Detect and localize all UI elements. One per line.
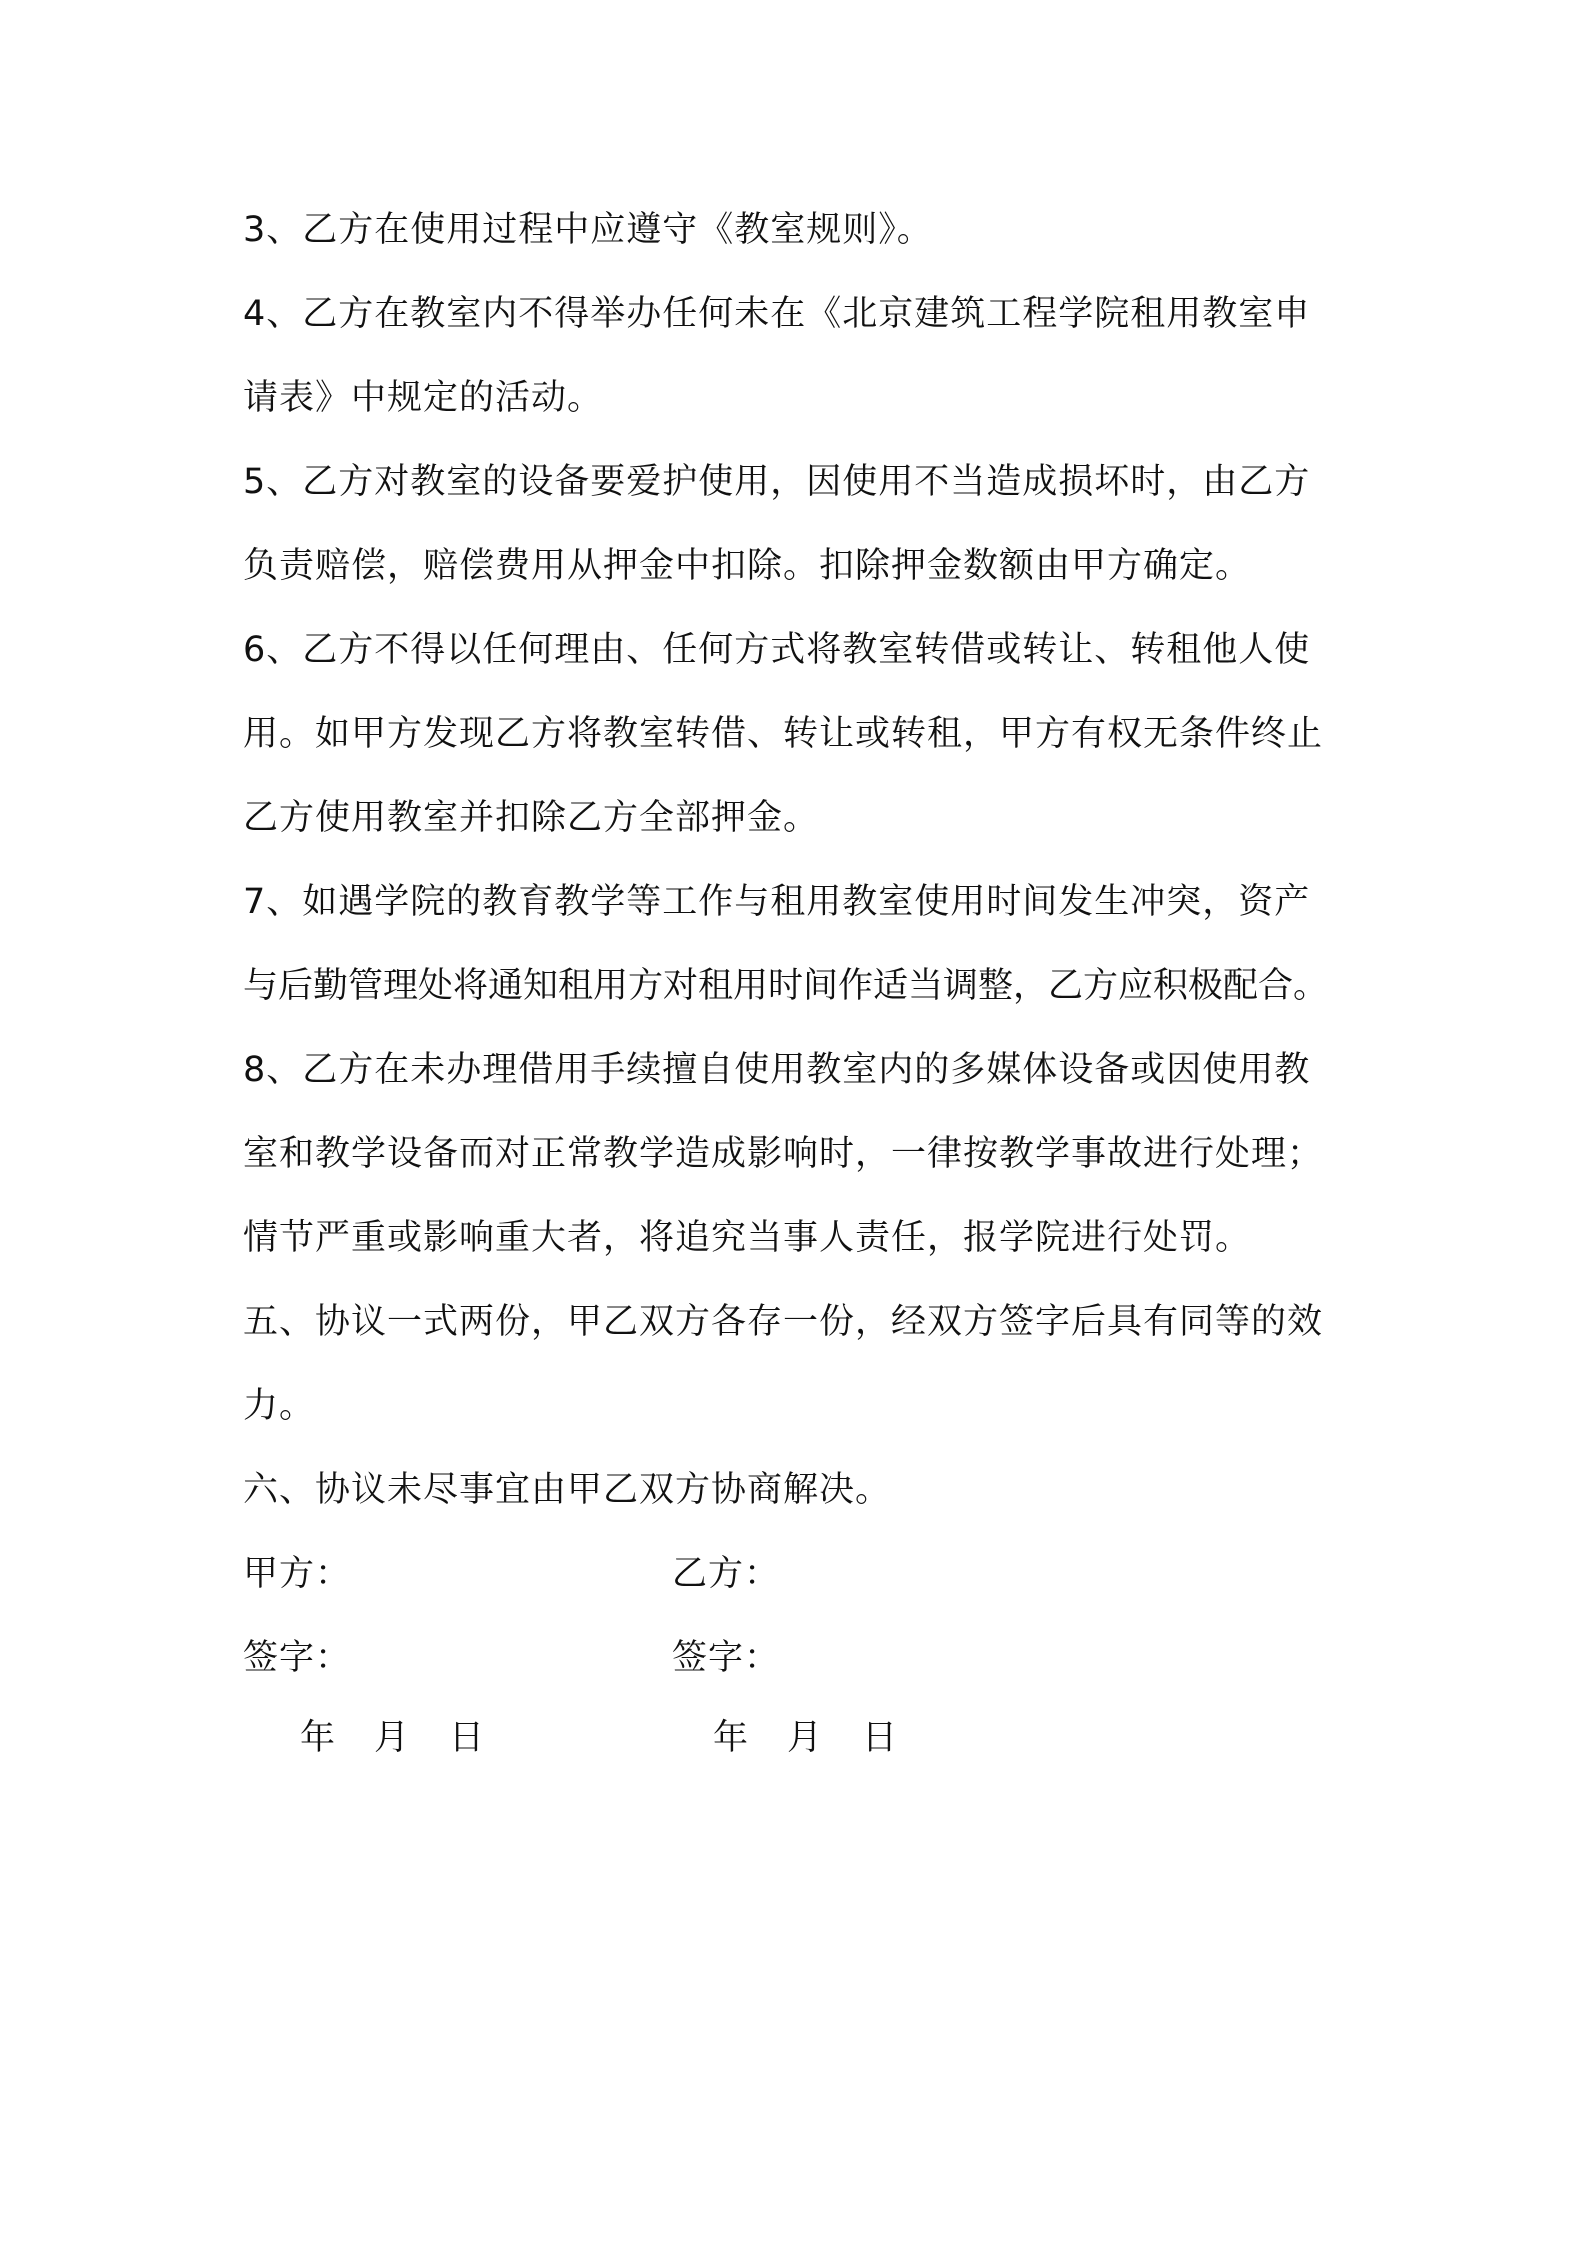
party-b-date-year: 年 [713,1718,749,1758]
clause-5-line-2: 负责赔偿，赔偿费用从押金中扣除。扣除押金数额由甲方确定。 [243,546,1252,586]
clause-4-line-2: 请表》中规定的活动。 [243,378,604,418]
party-b-label: 乙方： [672,1554,781,1594]
section-5-line-2: 力。 [243,1386,316,1426]
party-a-date-year: 年 [300,1718,336,1758]
party-a-date-month: 月 [374,1718,410,1758]
section-6-line-1: 六、协议未尽事宜由甲乙双方协商解决。 [243,1470,892,1510]
party-b-date-month: 月 [787,1718,823,1758]
clause-7-line-1: 7、如遇学院的教育教学等工作与租用教室使用时间发生冲突，资产 [243,882,1311,922]
clause-6-line-2: 用。如甲方发现乙方将教室转借、转让或转租，甲方有权无条件终止 [243,714,1324,754]
clause-3-line-1: 3、乙方在使用过程中应遵守《教室规则》。 [243,210,933,250]
clause-7-line-2: 与后勤管理处将通知租用方对租用时间作适当调整，乙方应积极配合。 [243,966,1329,1006]
clause-8-line-1: 8、乙方在未办理借用手续擅自使用教室内的多媒体设备或因使用教 [243,1050,1311,1090]
clause-5-line-1: 5、乙方对教室的设备要爱护使用，因使用不当造成损坏时，由乙方 [243,462,1311,502]
party-a-sign-label: 签字： [243,1638,352,1678]
party-a-date-day: 日 [449,1718,485,1758]
clause-4-line-1: 4、乙方在教室内不得举办任何未在《北京建筑工程学院租用教室申 [243,294,1311,334]
party-a-label: 甲方： [243,1554,352,1594]
section-5-line-1: 五、协议一式两份，甲乙双方各存一份，经双方签字后具有同等的效 [243,1302,1324,1342]
party-b-sign-label: 签字： [672,1638,781,1678]
party-b-date-day: 日 [862,1718,898,1758]
clause-8-line-2: 室和教学设备而对正常教学造成影响时，一律按教学事故进行处理； [243,1134,1324,1174]
clause-8-line-3: 情节严重或影响重大者，将追究当事人责任，报学院进行处罚。 [243,1218,1252,1258]
clause-6-line-3: 乙方使用教室并扣除乙方全部押金。 [243,798,820,838]
clause-6-line-1: 6、乙方不得以任何理由、任何方式将教室转借或转让、转租他人使 [243,630,1311,670]
